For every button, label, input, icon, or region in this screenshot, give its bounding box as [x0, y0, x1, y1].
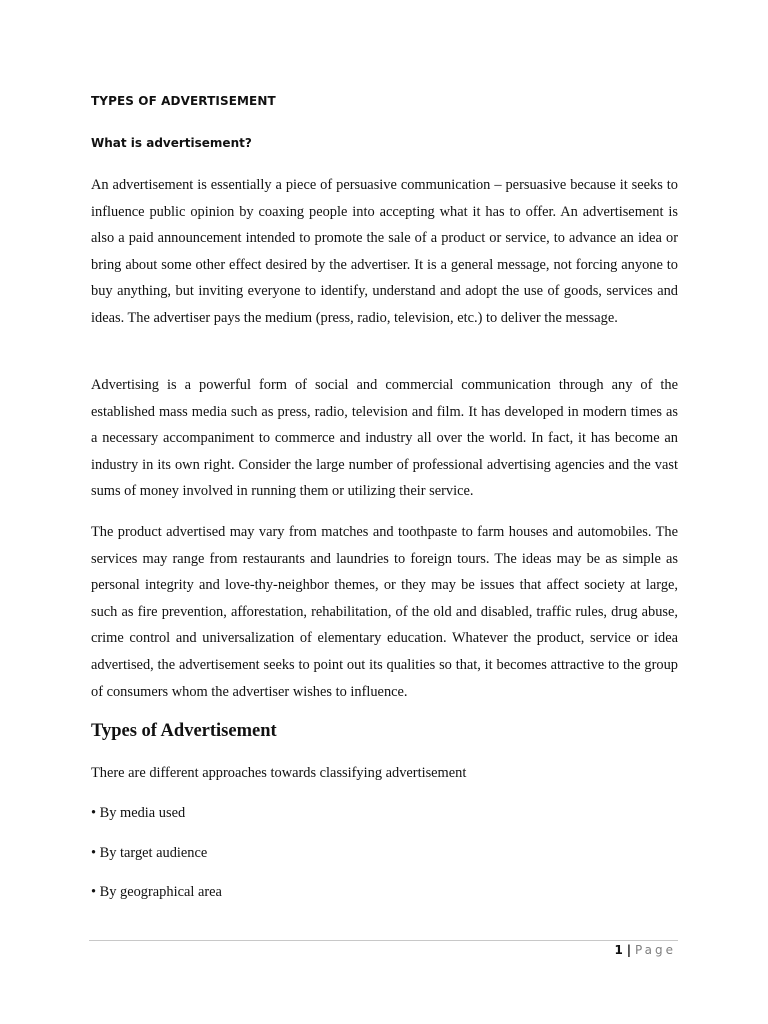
section-heading-types: Types of Advertisement	[91, 721, 277, 741]
bullet-target-audience: • By target audience	[91, 845, 208, 861]
subheading-what-is-advertisement: What is advertisement?	[91, 136, 252, 150]
page-label: Page	[634, 943, 676, 957]
section-intro: There are different approaches towards classifying advertisement	[91, 765, 467, 781]
page-footer	[615, 943, 676, 957]
paragraph-definition: An advertisement is essentially a piece of persuasive communication – persuasive because it seeks to influence public opinion by coaxing people into accepting what it has to offer. An advertisement is also a paid announcement intended to promote the sale of a product or service, to advance an idea or bring about some other effect desired by the advertiser. It is a general message, not forcing anyone to buy anything, but inviting everyone to identify, understand and adopt the use of goods, services and ideas. The advertiser pays the medium (press, radio, television, etc.) to deliver the message.	[91, 177, 678, 326]
document-title: TYPES OF ADVERTISEMENT	[91, 94, 276, 108]
paragraph-advertising-power: Advertising is a powerful form of social and commercial communication through any of the established mass media such as press, radio, television and film. It has developed in modern times as a necessary accompaniment to commerce and industry all over the world. In fact, it has become an industry in its own right. Consider the large number of professional advertising agencies and the vast sums of money involved in running them or utilizing their service.	[91, 377, 678, 500]
footer-divider	[89, 940, 678, 941]
paragraph-products-services-ideas: The product advertised may vary from matches and toothpaste to farm houses and automobiles. The services may range from restaurants and laundries to foreign tours. The ideas may be as simple as personal integrity and love-thy-neighbor themes, or they may be issues that affect society at large, such as fire prevention, afforestation, rehabilitation, of the old and disabled, traffic rules, drug abuse, crime control and universalization of elementary education. Whatever the product, service or idea advertised, the advertisement seeks to point out its qualities so that, it becomes attractive to the group of consumers whom the advertiser wishes to influence.	[91, 524, 678, 700]
page-separator: |	[626, 943, 632, 957]
page-number: 1	[614, 943, 623, 957]
bullet-media-used: • By media used	[91, 805, 186, 821]
bullet-geographical-area: • By geographical area	[91, 884, 222, 900]
